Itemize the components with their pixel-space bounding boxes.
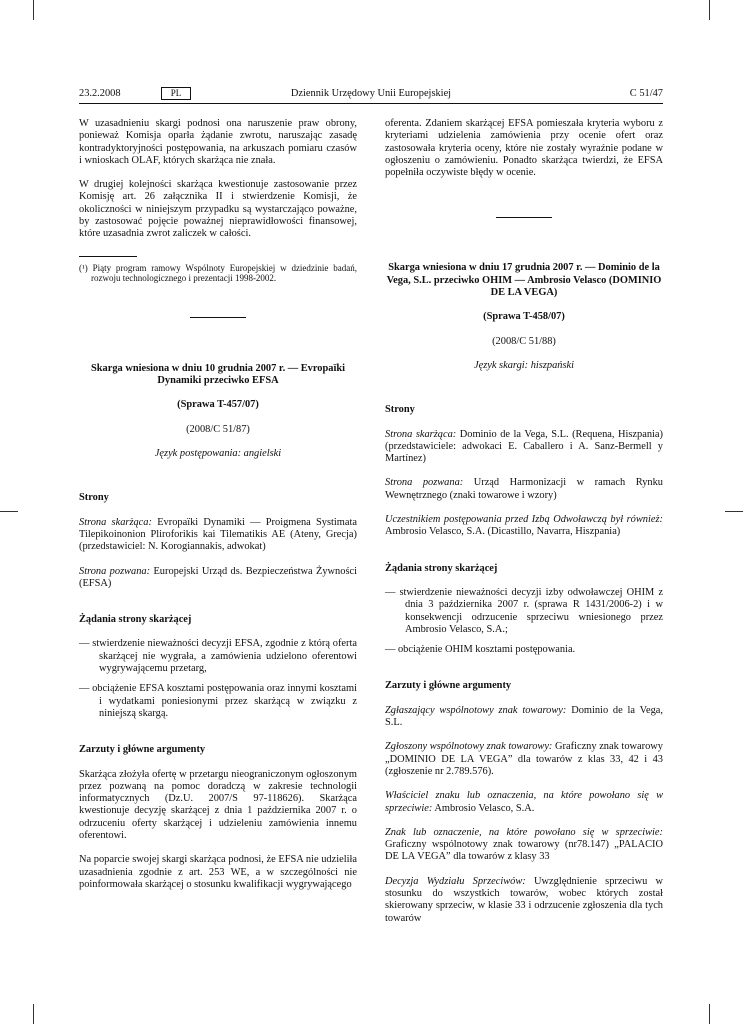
- header-journal-title: Dziennik Urzędowy Unii Europejskiej: [290, 88, 452, 99]
- crop-mark-top-right: [709, 0, 710, 20]
- earlier-mark-proprietor: Właściciel znaku lub oznaczenia, na które powołano się w sprzeciwie: Ambrosio Velasco, S.A.: [385, 790, 663, 814]
- crop-mark-bottom-left: [33, 1004, 34, 1024]
- section-heading-parties: Strony: [79, 492, 109, 504]
- header-page-number: C 51/47: [629, 88, 663, 99]
- paragraph: oferenta. Zdaniem skarżącej EFSA pomieszała kryteria wyboru z kryteriami udzielenia zamówienia przy ocenie ofert oraz zastosowała kryteria oceny, które nie zostały wyraźnie podane w ogłoszeniu o zamówieniu. Ponadto skarżąca twierdzi, że EFSA popełniła oczywiste błędy w ocenie.: [385, 118, 663, 179]
- oj-reference: (2008/C 51/88): [492, 335, 556, 347]
- oj-reference: (2008/C 51/87): [186, 423, 250, 435]
- header-date: 23.2.2008: [79, 88, 121, 99]
- footnote: (¹) Piąty program ramowy Wspólnoty Europejskiej w dziedzinie badań, rozwoju technologicznego i prezentacji 1998-2002.: [79, 262, 358, 284]
- defendant: Strona pozwana: Europejski Urząd ds. Bezpieczeństwa Żywności (EFSA): [79, 565, 357, 589]
- crop-mark-mid-right: [725, 511, 743, 512]
- section-heading-claims: Żądania strony skarżącej: [79, 614, 192, 626]
- header-rule: [79, 103, 663, 104]
- section-heading-parties: Strony: [385, 404, 415, 416]
- claim-item: — stwierdzenie nieważności decyzji EFSA, zgodnie z którą oferta skarżącej nie wygrała, a zamówienia udzielono oferentowi wygrywającemu przetarg,: [79, 638, 357, 675]
- language-badge: PL: [161, 87, 191, 100]
- opposition-decision: Decyzja Wydziału Sprzeciwów: Uwzględnienie sprzeciwu w stosunku do wszystkich towarów, wobec których został skierowany sprzeciw, w klasie 33 i odrzucenie zgłoszenia dla tych towarów: [385, 875, 664, 924]
- crop-mark-top-left: [33, 0, 34, 20]
- claim-item: — obciążenie EFSA kosztami postępowania oraz innymi kosztami i wydatkami poniesionymi przez skarżącą w związku z niniejszą skargą.: [79, 683, 357, 719]
- procedure-language: Język skargi: hiszpański: [473, 359, 575, 371]
- case-number: (Sprawa T-458/07): [483, 311, 565, 323]
- applicant: Strona skarżąca: Dominio de la Vega, S.L. (Requena, Hiszpania) (przedstawiciele: adwokaci E. Caballero i A. Sanz-Bermell y Martínez): [385, 428, 663, 465]
- case-number: (Sprawa T-457/07): [177, 399, 259, 411]
- case-title: Skarga wniesiona w dniu 10 grudnia 2007 r. — Evropaïki Dynamiki przeciwko EFSA: [90, 362, 346, 387]
- section-heading-pleas: Zarzuty i główne argumenty: [385, 680, 512, 692]
- defendant: Strona pozwana: Urząd Harmonizacji w ramach Rynku Wewnętrznego (znaki towarowe i wzory): [385, 477, 663, 501]
- trademark-sought: Zgłoszony wspólnotowy znak towarowy: Graficzny znak towarowy „DOMINIO DE LA VEGA” dla towarów z klas 33, 42 i 43 (zgłoszenie nr 2.789.576).: [385, 741, 663, 777]
- section-heading-pleas: Zarzuty i główne argumenty: [79, 744, 206, 756]
- page-header: [79, 88, 663, 102]
- other-party: Uczestnikiem postępowania przed Izbą Odwoławczą był również: Ambrosio Velasco, S.A. (Dicastillo, Navarra, Hiszpania): [385, 514, 663, 538]
- case-title: Skarga wniesiona w dniu 17 grudnia 2007 r. — Dominio de la Vega, S.L. przeciwko OHIM — Ambrosio Velasco (DOMINIO DE LA VEGA): [386, 262, 662, 299]
- crop-mark-bottom-right: [709, 1004, 710, 1024]
- footnote-mark: (¹): [79, 262, 88, 273]
- right-column: [385, 118, 663, 925]
- paragraph: Na poparcie swojej skargi skarżąca podnosi, że EFSA nie udzieliła uzasadnienia zgodnie z art. 253 WE, a w szczególności nie poinformowała skarżącej o stosunku kwalifikacji wygrywającego: [79, 854, 357, 890]
- section-heading-claims: Żądania strony skarżącej: [385, 562, 498, 574]
- paragraph: W uzasadnieniu skargi podnosi ona naruszenie praw obrony, ponieważ Komisja oparła żądanie zwrotu, naruszając zasadę kontradyktoryjności postępowania, na arkuszach pomiaru czasów i wnioskach OLAF, których skarżąca nie znała.: [79, 118, 357, 166]
- footnote-rule: [79, 256, 137, 257]
- procedure-language: Język postępowania: angielski: [154, 448, 282, 460]
- trademark-applicant: Zgłaszający wspólnotowy znak towarowy: Dominio de la Vega, S.L.: [385, 704, 663, 729]
- applicant: Strona skarżąca: Evropaïki Dynamiki — Proigmena Systimata Tilepikoinonion Pliroforikis kai Tilematikis AE (Ateny, Grecja) (przedstawiciel: N. Korogiannakis, adwokat): [79, 516, 357, 553]
- claim-item: — obciążenie OHIM kosztami postępowania.: [385, 644, 576, 656]
- crop-mark-mid-left: [0, 511, 18, 512]
- paragraph: W drugiej kolejności skarżąca kwestionuje zastosowanie przez Komisję art. 26 załącznika II i stwierdzenie Komisji, że okoliczności w niniejszym przypadku są wystarczająco poważne, by zastosować pojęcie poważnej nieprawidłowości finansowej, które uzasadnia zwrot zaliczek w całości.: [79, 179, 357, 240]
- earlier-mark: Znak lub oznaczenie, na które powołano się w sprzeciwie: Graficzny wspólnotowy znak towarowy (nr78.147) „PALACIO DE LA VEGA” dla towarów z klasy 33: [385, 826, 663, 863]
- left-column: [79, 118, 357, 891]
- claim-item: — stwierdzenie nieważności decyzji izby odwoławczej OHIM z dnia 3 października 2007 r. (sprawa R 1431/2006-2) i w konsekwencji odrzucenie sprzeciwu wniesionego przez Ambrosio Velasco, S.A.;: [385, 586, 663, 635]
- paragraph: Skarżąca złożyła ofertę w przetargu nieograniczonym ogłoszonym przez pozwaną na pomoc doradczą w zakresie technologii informatycznych (Dz.U. 2007/S 97-118626). Skarżąca kwestionuje decyzję skarżącej z dnia 1 października 2007 r. o odrzuceniu oferty skarżącej i udzieleniu zamówienia innemu oferentowi.: [79, 768, 357, 841]
